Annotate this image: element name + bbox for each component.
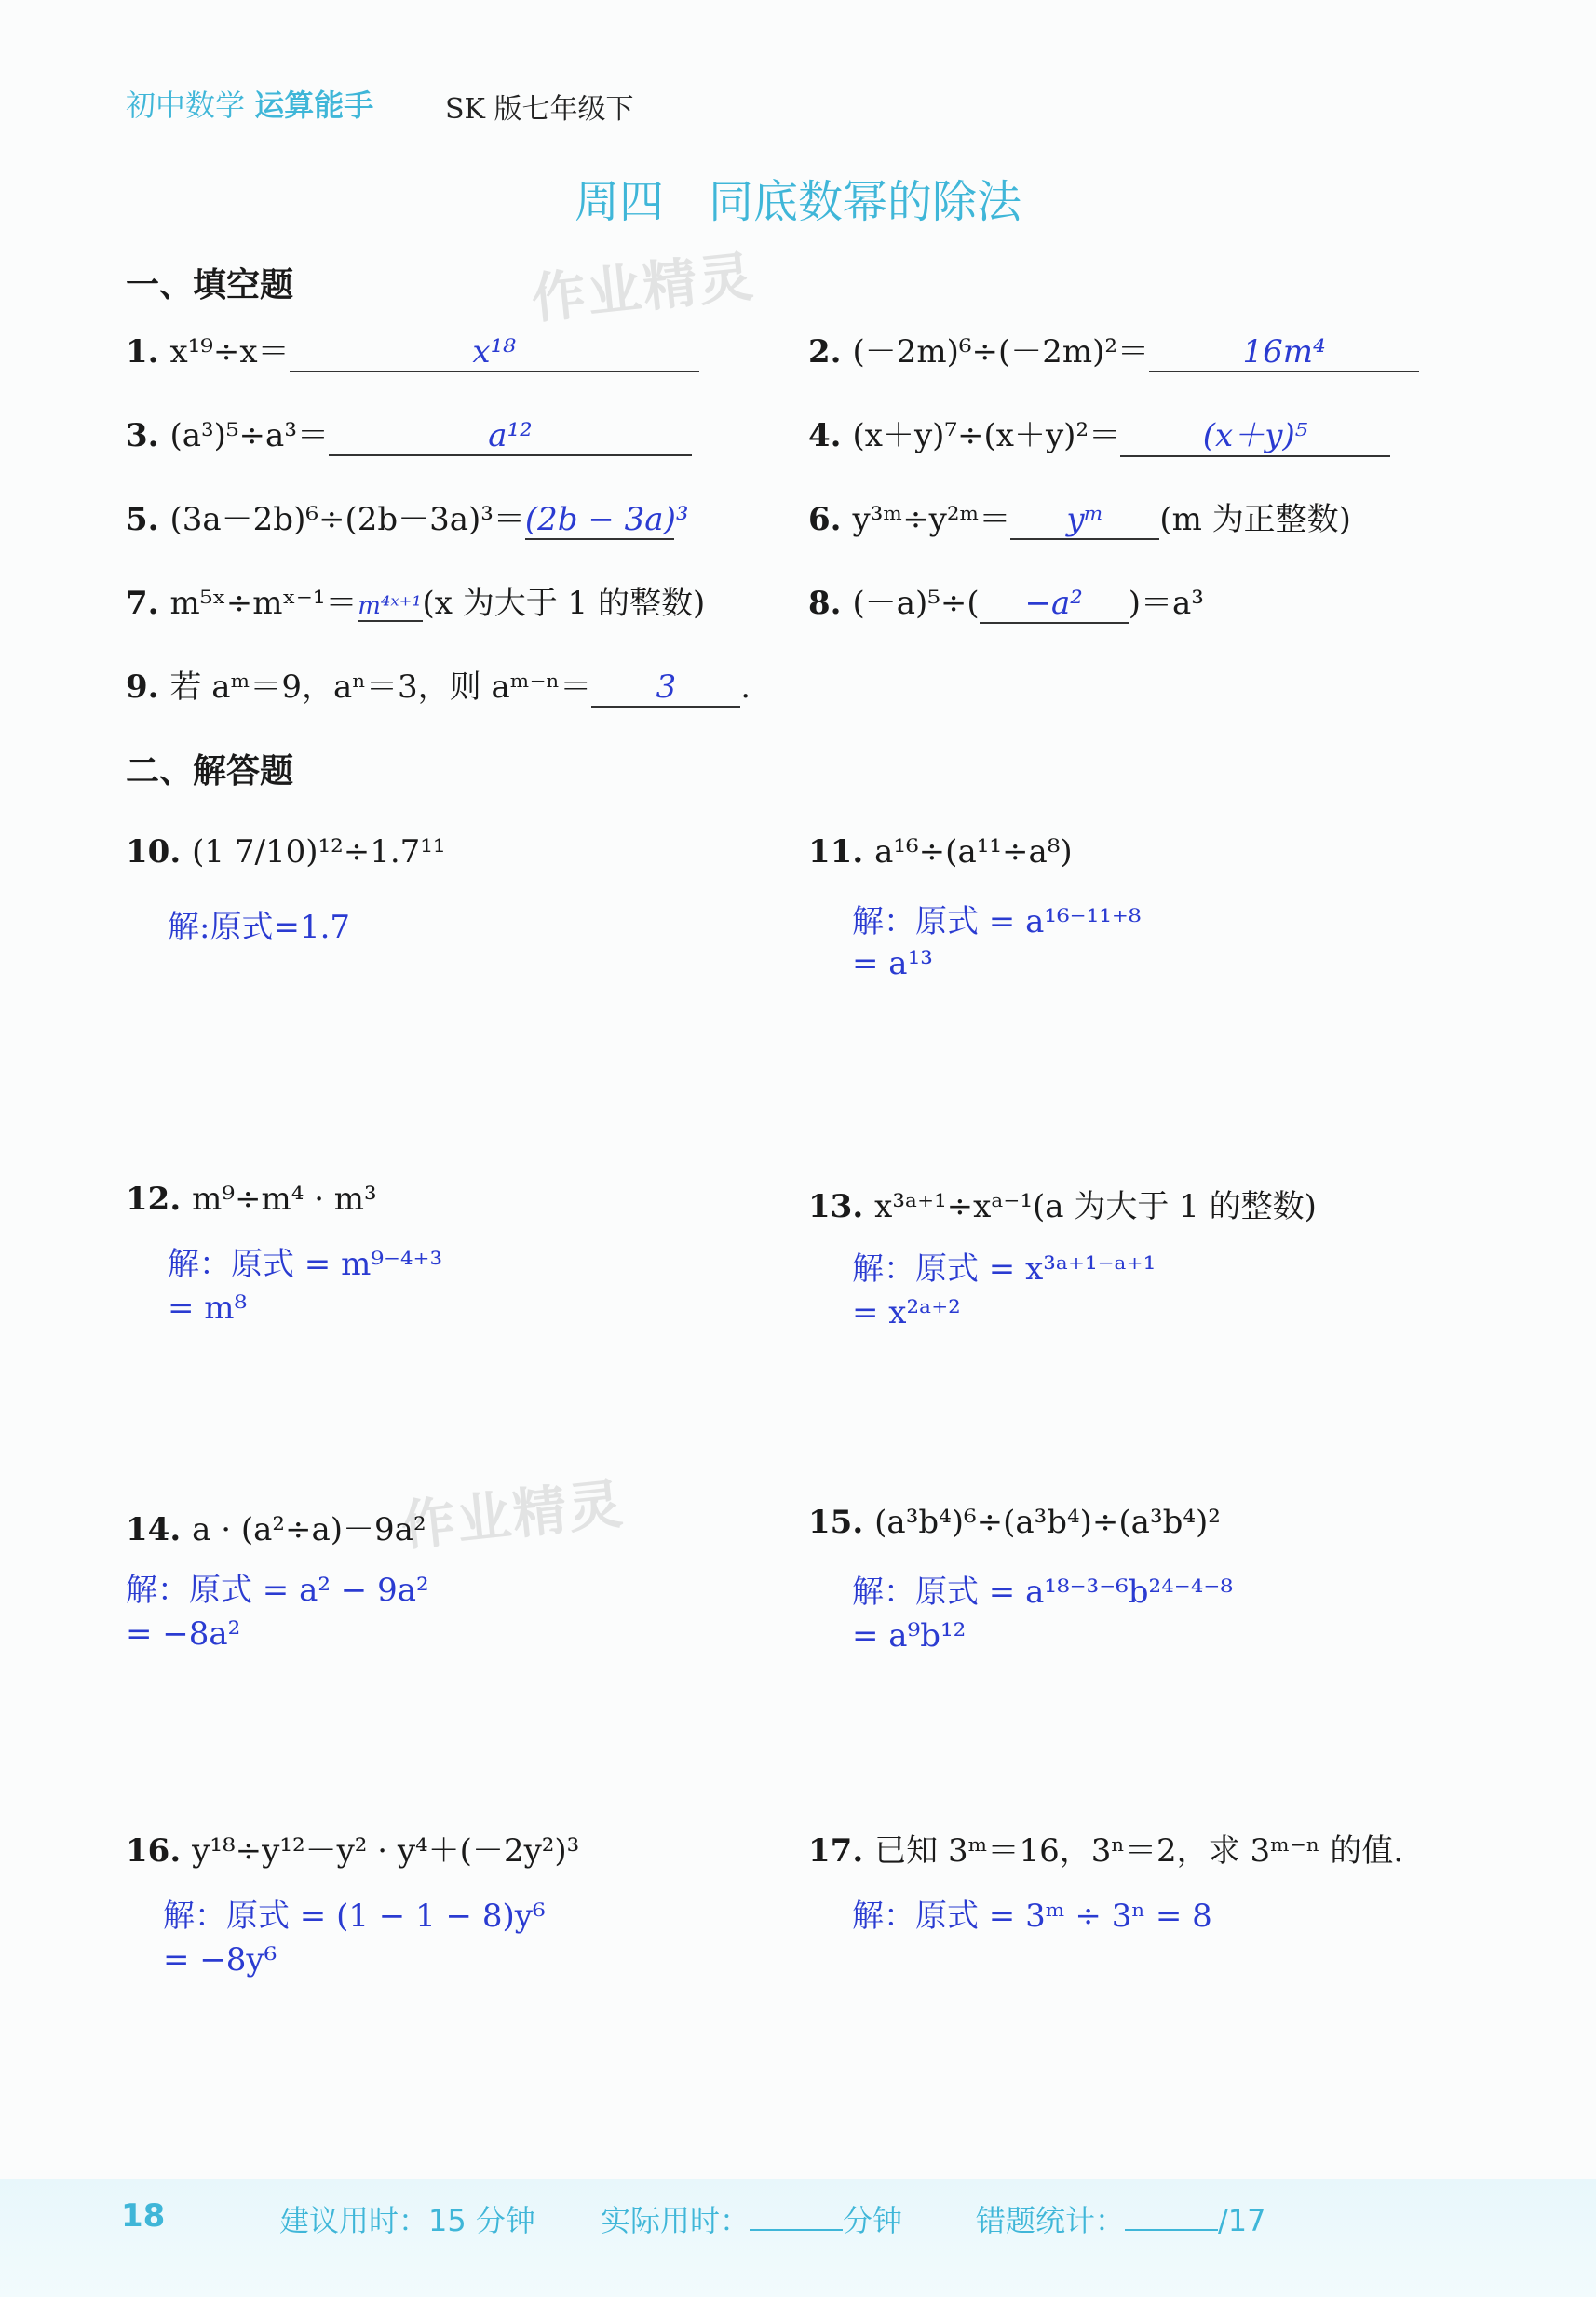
actual-time: 实际用时： 分钟 [601, 2203, 903, 2238]
solution-10-line-1: 解:原式=1.7 [168, 909, 351, 946]
solution-17-line-1: 解：原式 = 3ᵐ ÷ 3ⁿ = 8 [852, 1898, 1212, 1935]
question-2: 2. (－2m)⁶÷(－2m)²＝ 16m⁴ [808, 326, 1419, 372]
question-10: 10. (1 7/10)¹²÷1.7¹¹ [126, 833, 446, 871]
header-edition: SK 版七年级下 [445, 93, 634, 126]
page-number: 18 [121, 2197, 166, 2235]
question-1: 1. x¹⁹÷x＝ x¹⁸ [126, 326, 699, 372]
watermark: 作业精灵 [528, 244, 758, 331]
solution-15-line-2: = a⁹b¹² [852, 1617, 967, 1655]
question-8: 8. (－a)⁵÷( −a² )＝a³ [808, 585, 1204, 622]
question-5: 5. (3a－2b)⁶÷(2b－3a)³＝(2b − 3a)³ [126, 501, 689, 538]
question-16: 16. y¹⁸÷y¹²－y² · y⁴＋(－2y²)³ [126, 1832, 580, 1870]
answer-blank-9[interactable]: 3 [591, 669, 740, 708]
question-13: 13. x³ᵃ⁺¹÷xᵃ⁻¹(a 为大于 1 的整数) [808, 1188, 1317, 1225]
solution-11-line-2: = a¹³ [852, 945, 933, 982]
actual-time-blank[interactable] [750, 2229, 843, 2231]
solution-16-line-2: = −8y⁶ [163, 1941, 277, 1979]
question-6: 6. y³ᵐ÷y²ᵐ＝ yᵐ (m 为正整数) [808, 501, 1351, 538]
answer-blank-2[interactable]: 16m⁴ [1149, 333, 1419, 372]
question-15: 15. (a³b⁴)⁶÷(a³b⁴)÷(a³b⁴)² [808, 1504, 1221, 1541]
section-solve: 二、解答题 [126, 752, 294, 790]
question-9: 9. 若 aᵐ＝9，aⁿ＝3，则 aᵐ⁻ⁿ＝ 3 . [126, 669, 751, 706]
solution-12-line-1: 解：原式 = m⁹⁻⁴⁺³ [168, 1246, 443, 1283]
question-3: 3. (a³)⁵÷a³＝ a¹² [126, 410, 692, 456]
header-series: 初中数学 运算能手 [126, 88, 374, 123]
section-fill-blank: 一、填空题 [126, 266, 294, 304]
answer-blank-3[interactable]: a¹² [329, 417, 692, 456]
error-count: 错题统计： /17 [976, 2203, 1266, 2238]
answer-blank-6[interactable]: yᵐ [1010, 501, 1159, 540]
answer-blank-4[interactable]: (x＋y)⁵ [1120, 410, 1390, 457]
question-11: 11. a¹⁶÷(a¹¹÷a⁸) [808, 833, 1073, 871]
solution-11-line-1: 解：原式 = a¹⁶⁻¹¹⁺⁸ [852, 903, 1142, 940]
watermark-2: 作业精灵 [398, 1471, 628, 1559]
question-7: 7. m⁵ˣ÷mˣ⁻¹＝m⁴ˣ⁺¹(x 为大于 1 的整数) [126, 585, 706, 622]
answer-blank-1[interactable]: x¹⁸ [290, 333, 699, 372]
error-count-blank[interactable] [1125, 2229, 1218, 2231]
answer-blank-5[interactable]: (2b − 3a)³ [524, 501, 689, 538]
solution-14-line-2: = −8a² [126, 1615, 241, 1653]
answer-blank-7[interactable]: m⁴ˣ⁺¹ [358, 592, 422, 620]
solution-12-line-2: = m⁸ [168, 1290, 248, 1327]
solution-13-line-2: = x²ᵃ⁺² [852, 1294, 961, 1331]
solution-15-line-1: 解：原式 = a¹⁸⁻³⁻⁶b²⁴⁻⁴⁻⁸ [852, 1574, 1233, 1611]
solution-14-line-1: 解：原式 = a² − 9a² [126, 1572, 429, 1609]
solution-13-line-1: 解：原式 = x³ᵃ⁺¹⁻ᵃ⁺¹ [852, 1250, 1156, 1288]
question-17: 17. 已知 3ᵐ＝16，3ⁿ＝2，求 3ᵐ⁻ⁿ 的值. [808, 1832, 1404, 1870]
suggested-time: 建议用时：15 分钟 [279, 2203, 535, 2238]
question-12: 12. m⁹÷m⁴ · m³ [126, 1181, 377, 1218]
question-14: 14. a · (a²÷a)－9a² [126, 1511, 426, 1548]
answer-blank-8[interactable]: −a² [980, 585, 1129, 624]
question-4: 4. (x＋y)⁷÷(x＋y)²＝ (x＋y)⁵ [808, 410, 1390, 457]
solution-16-line-1: 解：原式 = (1 − 1 − 8)y⁶ [163, 1898, 546, 1935]
page-title: 周四 同底数幂的除法 [574, 176, 1021, 228]
